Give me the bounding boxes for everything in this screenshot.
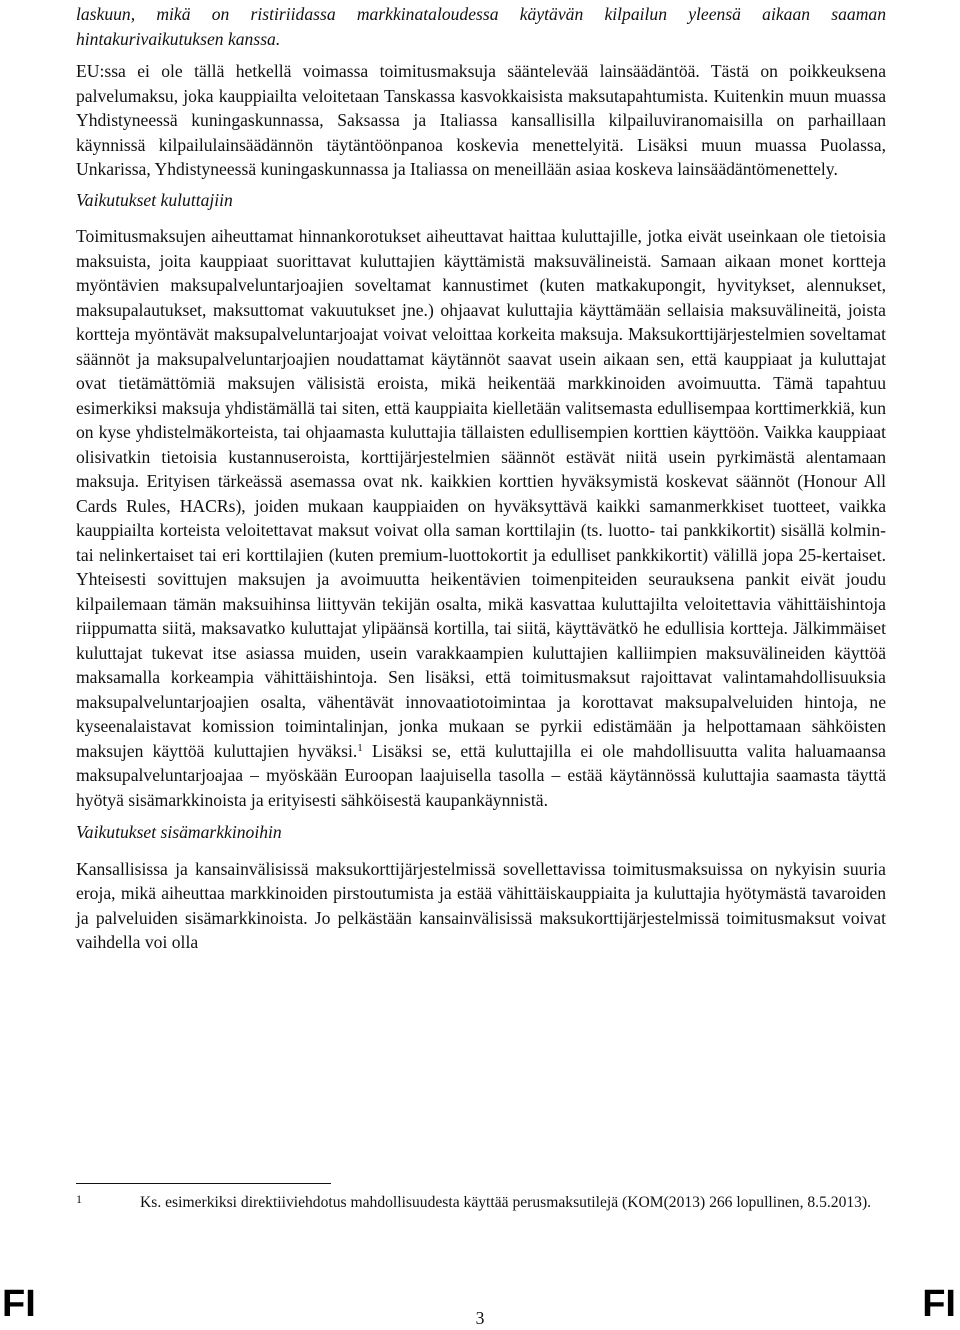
document-page: [76, 0, 886, 955]
internal-market-paragraph: Kansallisissa ja kansainvälisissä maksukorttijärjestelmissä sovellettavissa toimitusmaksuissa on nykyisin suuria eroja, mikä aiheuttaa markkinoiden pirstoutumista ja estää vähittäiskauppiaita ja kuluttajia hyötymästä tavaroiden ja palveluiden sisämarkkinoista. Jo pelkästään kansainvälisissä maksukorttijärjestelmissä toimitusmaksut voivat vaihdella voi olla: [76, 858, 886, 952]
section-heading-consumers: Vaikutukset kuluttajiin: [76, 189, 233, 210]
footnote-separator: [76, 1183, 331, 1184]
footer-language-left: FI: [2, 1283, 36, 1325]
eu-paragraph: EU:ssa ei ole tällä hetkellä voimassa toimitusmaksuja sääntelevää lainsäädäntöä. Tästä on poikkeuksena palvelumaksu, joka kauppiailta veloitetaan Tanskassa kasvokkaisista maksutapahtumista. Kuitenkin muun muassa Yhdistyneessä kuningaskunnassa, Saksassa ja Italiassa kansallisilla kilpailuviranomaisilla on parhaillaan käynnissä kilpailulainsäädännön täytäntöönpanoa koskevia menettelyitä. Lisäksi muun muassa Puolassa, Unkarissa, Yhdistyneessä kuningaskunnassa ja Italiassa on meneillään asiaa koskeva lainsäädäntömenettely.: [76, 61, 886, 179]
footer-language-right: FI: [922, 1283, 956, 1325]
footnote: [76, 1192, 886, 1213]
consumers-paragraph: [76, 224, 886, 812]
consumers-paragraph-continuation: Lisäksi se, että kuluttajilla ei ole mahdollisuutta valita haluamaansa maksupalveluntarjoajaa – myöskään Euroopan laajuisella tasolla – estää käytännössä kuluttajia saamasta täyttä hyötyä sisämarkkinoista ja erityisesti sähköisestä kaupankäynnistä.: [76, 740, 886, 810]
intro-paragraph: laskuun, mikä on ristiriidassa markkinataloudessa käytävän kilpailun yleensä aikaan saaman hintakurivaikutuksen kanssa.: [76, 4, 886, 49]
consumers-paragraph-text: Toimitusmaksujen aiheuttamat hinnankorotukset aiheuttavat haittaa kuluttajille, jotka eivät useinkaan ole tietoisia maksuista, joita kauppiaat suorittavat kuluttajien käyttämistä maksuvälineistä. Samaan aikaan monet kortteja myöntävien maksupalveluntarjoajien soveltamat kannustimet (kuten matkakupongit, hyvitykset, alennukset, maksupalautukset, maksuttomat vakuutukset jne.) ohjaavat kuluttajia käyttämään sellaisia maksuvälineitä, joista kortteja myöntävät maksupalveluntarjoajat voivat veloittaa korkeita maksuja. Maksukorttijärjestelmien soveltamat säännöt ja maksupalveluntarjoajien noudattamat käytännöt saavat usein aikaan sen, että kauppiaat ja kuluttajat ovat tietämättömiä maksujen välisistä eroista, mikä heikentää markkinoiden avoimuutta. Tämä tapahtuu esimerkiksi maksuja yhdistämällä tai siten, että kauppiaita kielletään valitsemasta edullisempaa korttimerkkiä, kun on kyse yhdistelmäkorteista, tai ohjaamasta kuluttajia tällaisten edullisempien korttien käyttöön. Vaikka kauppiaat olisivatkin tietoisia kustannuseroista, korttijärjestelmien säännöt estävät niitä usein pyrkimästä alentamaan maksuja. Erityisen tärkeässä asemassa ovat nk. kaikkien korttien hyväksymistä koskevat säännöt (Honour All Cards Rules, HACRs), joiden mukaan kauppiaiden on hyväksyttävä kaikki samanmerkkiset tuotteet, vaikka kauppiailta korteista veloitettavat maksut voivat olla saman korttilajin (ts. luotto- tai pankkikortit) sisällä kolmin- tai nelinkertaiset tai eri korttilajien (kuten premium-luottokortit ja edulliset pankkikortit) välillä jopa 25-kertaiset. Yhteisesti sovittujen maksujen ja avoimuutta heikentävien toimenpiteiden seurauksena pankit eivät joudu kilpailemaan tämän maksuihinsa liittyvän tekijän osalta, mikä kasvattaa kuluttajilta veloitettavia vähittäishintoja riippumatta siitä, maksavatko kuluttajat ylipäänsä kortilla, tai siitä, käyttävätkö he edullisia kortteja. Jälkimmäiset kuluttajat tukevat itse asiassa muiden, usein varakkaampien kuluttajien kalliimpien maksuvälineiden käyttöä maksamalla korkeampia vähittäishintoja. Sen lisäksi, että toimitusmaksut rajoittavat valintamahdollisuuksia maksupalveluntarjoajien osalta, vähentävät innovaatiotoimintaa ja korottavat maksupalveluiden hintoja, ne kyseenalaistavat komission toimintalinjan, jonka mukaan se pyrkii edistämään ja helpottamaan sähköisten maksujen käyttöä kuluttajien hyväksi.: [76, 226, 886, 761]
section-heading-internal-market: Vaikutukset sisämarkkinoihin: [76, 822, 282, 842]
footnote-text: Ks. esimerkiksi direktiiviehdotus mahdollisuudesta käyttää perusmaksutilejä (KOM(2013) 266 lopullinen, 8.5.2013).: [140, 1194, 872, 1211]
footnote-reference[interactable]: 1: [357, 741, 363, 754]
page-number: 3: [475, 1308, 485, 1328]
footnote-number: 1: [76, 1192, 82, 1206]
